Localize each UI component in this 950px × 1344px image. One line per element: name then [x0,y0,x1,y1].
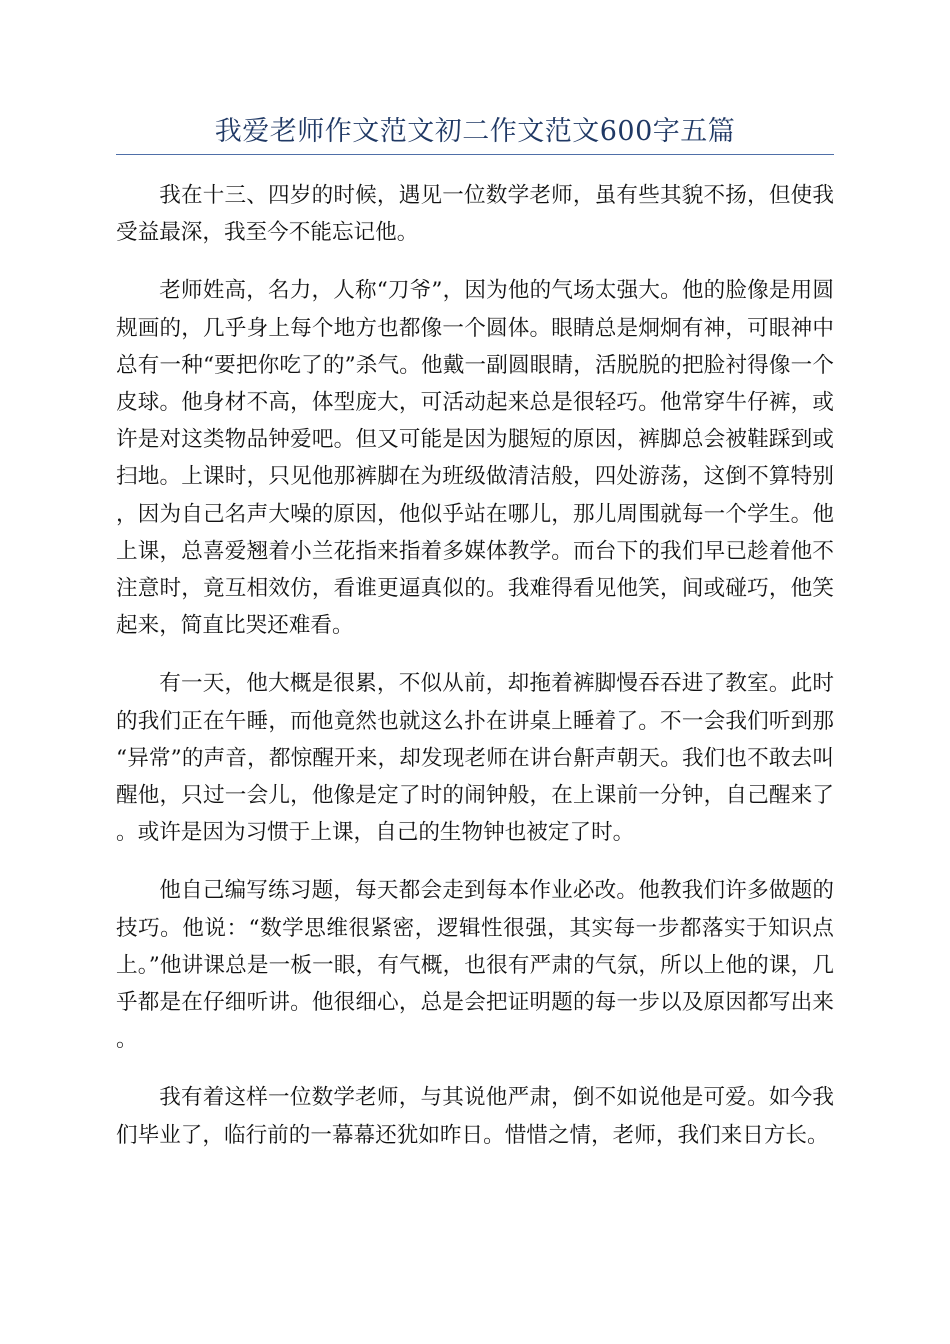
document-title: 我爱老师作文范文初二作文范文600字五篇 [214,116,736,147]
paragraph-3: 有一天，他大概是很累，不似从前，却拖着裤脚慢吞吞进了教室。此时的我们正在午睡，而他竟然也就这么扑在讲桌上睡着了。不一会我们听到那“异常”的声音，都惊醒开来，却发现老师在讲台鼾声朝天。我们也不敢去叫醒他，只过一会儿，他像是定了时的闹钟般，在上课前一分钟，自己醒来了。或许是因为习惯于上课，自己的生物钟也被定了时。 [116,671,834,846]
paragraph-2: 老师姓高，名力，人称“刀爷”，因为他的气场太强大。他的脸像是用圆规画的，几乎身上每个地方也都像一个圆体。眼睛总是炯炯有神，可眼神中总有一种“要把你吃了的”杀气。他戴一副圆眼睛，活脱脱的把脸衬得像一个皮球。他身材不高，体型庞大，可活动起来总是很轻巧。他常穿牛仔裤，或许是对这类物品钟爱吧。但又可能是因为腿短的原因，裤脚总会被鞋踩到或扫地。上课时，只见他那裤脚在为班级做清洁般，四处游荡，这倒不算特别，因为自己名声大噪的原因，他似乎站在哪儿，那儿周围就每一个学生。他上课，总喜爱翘着小兰花指来指着多媒体教学。而台下的我们早已趁着他不注意时，竟互相效仿，看谁更逼真似的。我难得看见他笑，间或碰巧，他笑起来，简直比哭还难看。 [116,278,834,639]
document-body [116,177,834,1175]
paragraph-5: 我有着这样一位数学老师，与其说他严肃，倒不如说他是可爱。如今我们毕业了，临行前的一幕幕还犹如昨日。惜惜之情，老师，我们来日方长。 [116,1085,834,1148]
title-underline [116,154,834,155]
paragraph-4: 他自己编写练习题，每天都会走到每本作业必改。他教我们许多做题的技巧。他说：“数学思维很紧密，逻辑性很强，其实每一步都落实于知识点上。”他讲课总是一板一眼，有气概，也很有严肃的气氛，所以上他的课，几乎都是在仔细听讲。他很细心，总是会把证明题的每一步以及原因都写出来。 [116,878,834,1053]
paragraph-1: 我在十三、四岁的时候，遇见一位数学老师，虽有些其貌不扬，但使我受益最深，我至今不能忘记他。 [116,183,834,246]
